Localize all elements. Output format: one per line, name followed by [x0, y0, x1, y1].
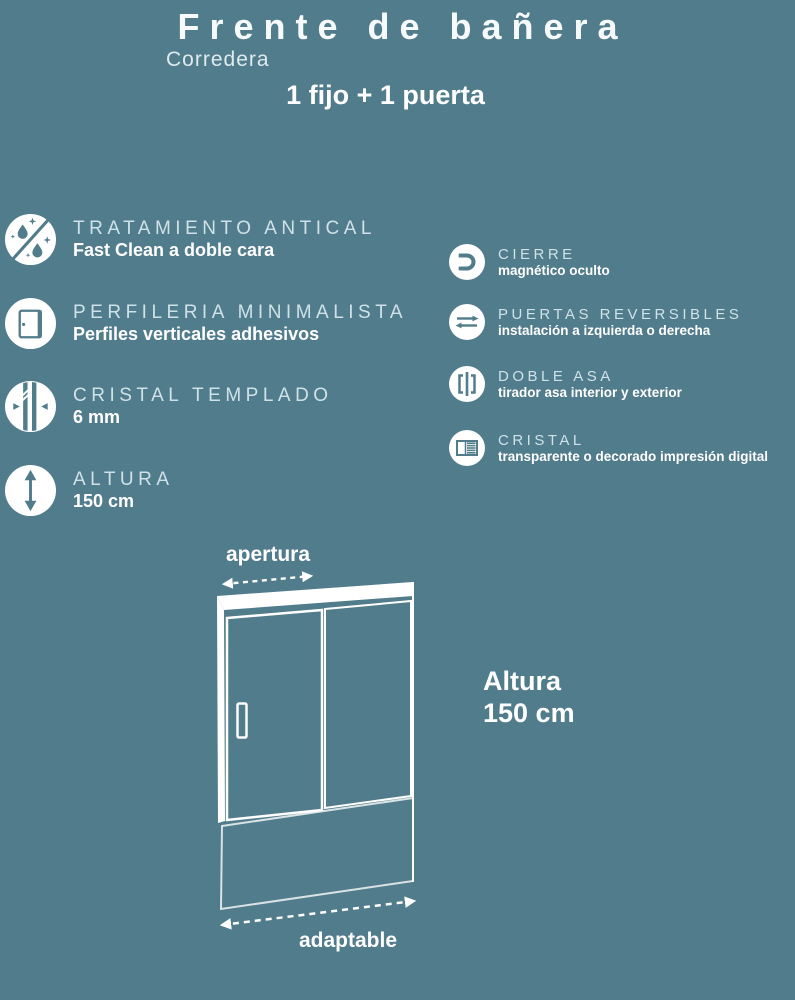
left-profile [217, 596, 225, 823]
top-rail [217, 582, 413, 610]
feature-subtitle: magnético oculto [498, 262, 610, 278]
magnet-icon [448, 243, 486, 281]
feature-title: DOBLE ASA [498, 367, 614, 385]
feature-item [4, 464, 174, 517]
opening-arrow [224, 576, 311, 584]
fixed-glass-panel [325, 601, 411, 808]
feature-subtitle: tirador asa interior y exterior [498, 384, 682, 400]
bathtub-screen-diagram [180, 530, 620, 970]
sliding-door-panel [227, 610, 322, 820]
page-subtitle: Corredera [166, 48, 270, 71]
door-icon [4, 297, 57, 350]
feature-title: PERFILERIA MINIMALISTA [73, 302, 408, 323]
reversible-arrows-icon [448, 303, 486, 341]
feature-item [448, 365, 682, 403]
bathtub-outline [221, 798, 413, 909]
feature-title: TRATAMIENTO ANTICAL [73, 218, 376, 239]
feature-subtitle: instalación a izquierda o derecha [498, 322, 711, 338]
height-arrow-icon [4, 464, 57, 517]
feature-item [4, 297, 407, 350]
feature-item [448, 303, 742, 341]
tempered-glass-icon [4, 380, 57, 433]
feature-item [448, 243, 610, 281]
double-handle-icon [448, 365, 486, 403]
page-title: Frente de bañera [177, 6, 628, 47]
feature-subtitle: 150 cm [73, 491, 135, 511]
feature-subtitle: 6 mm [73, 407, 121, 427]
anti-limescale-icon [4, 213, 57, 266]
feature-subtitle: Perfiles verticales adhesivos [73, 324, 320, 344]
feature-title: CIERRE [498, 245, 576, 263]
feature-subtitle: Fast Clean a doble cara [73, 240, 275, 260]
feature-item [448, 429, 768, 467]
feature-title: PUERTAS REVERSIBLES [498, 305, 743, 323]
feature-subtitle: transparente o decorado impresión digital [498, 448, 769, 464]
feature-item [4, 380, 333, 433]
configuration-tagline: 1 fijo + 1 puerta [286, 80, 485, 110]
feature-title: CRISTAL TEMPLADO [73, 385, 333, 406]
feature-title: CRISTAL [498, 431, 585, 449]
width-label: adaptable [298, 929, 398, 952]
feature-title: ALTURA [73, 469, 174, 490]
height-label-line2: 150 cm [483, 698, 575, 728]
decorated-glass-icon [448, 429, 486, 467]
feature-item [4, 213, 376, 266]
opening-label: apertura [225, 543, 311, 566]
door-handle [238, 704, 247, 738]
height-label-line1: Altura [483, 666, 562, 696]
